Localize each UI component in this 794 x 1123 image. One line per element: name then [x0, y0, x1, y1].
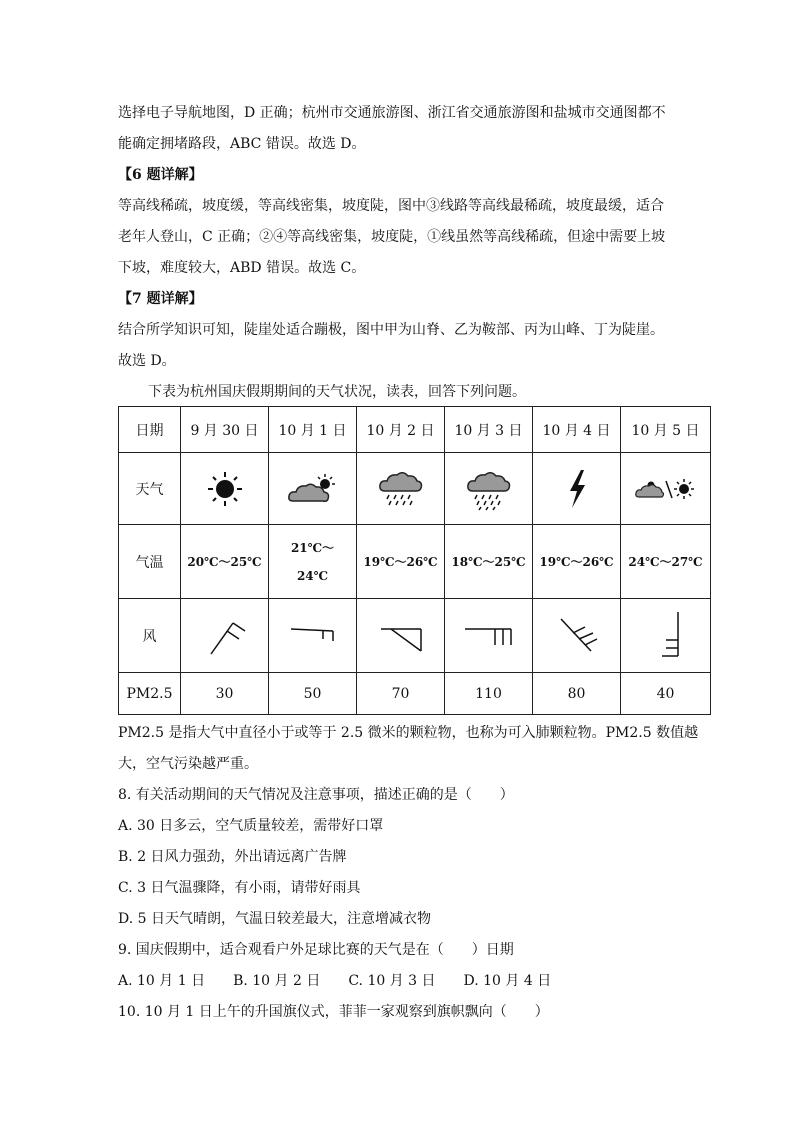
line-1: 选择电子导航地图，D 正确；杭州市交通旅游图、浙江省交通旅游图和盐城市交通图都不	[118, 105, 666, 121]
line-6: 结合所学知识可知，陡崖处适合蹦极，图中甲为山脊、乙为鞍部、丙为山峰、丁为陡崖。	[118, 322, 664, 338]
date-cell: 10 月 5 日	[621, 407, 711, 453]
weather-cell	[533, 453, 621, 525]
wind-cell	[357, 599, 445, 673]
rain-icon	[464, 467, 514, 511]
wind-cell	[621, 599, 711, 673]
row-label-weather: 天气	[119, 453, 181, 525]
table-intro: 下表为杭州国庆假期期间的天气状况，读表，回答下列问题。	[148, 384, 526, 400]
table-row-weather	[119, 453, 711, 525]
date-cell: 10 月 1 日	[269, 407, 357, 453]
line-4: 老年人登山，C 正确；②④等高线密集，坡度陡，①线虽然等高线稀疏，但途中需要上坡	[118, 229, 666, 245]
wind-cell	[181, 599, 269, 673]
table-row-date	[119, 407, 711, 453]
option-8b: B. 2 日风力强劲，外出请远离广告牌	[118, 849, 347, 865]
option-8a: A. 30 日多云，空气质量较差，需带好口罩	[118, 818, 384, 834]
pm25-cell: 30	[181, 673, 269, 715]
wind-barb-northwest-icon	[195, 611, 255, 661]
weather-table	[118, 406, 711, 715]
temp-cell	[269, 525, 357, 599]
option-8d: D. 5 日天气晴朗，气温日较差最大，注意增减衣物	[118, 911, 431, 927]
cloudy-sun-icon	[285, 469, 341, 509]
rain-icon	[376, 467, 426, 511]
question-10: 10. 10 月 1 日上午的升国旗仪式，菲菲一家观察到旗帜飘向（ ）	[118, 1004, 549, 1020]
line-7: 故选 D。	[118, 353, 176, 369]
line-5: 下坡，难度较大，ABD 错误。故选 C。	[118, 260, 366, 276]
pm25-cell: 110	[445, 673, 533, 715]
option-8c: C. 3 日气温骤降，有小雨，请带好雨具	[118, 880, 361, 896]
heading-q6: 【6 题详解】	[118, 167, 203, 183]
pm-definition-1: PM2.5 是指大气中直径小于或等于 2.5 微米的颗粒物，也称为可入肺颗粒物。PM2.5 数值越	[118, 725, 699, 741]
pm25-cell: 40	[621, 673, 711, 715]
date-cell: 10 月 3 日	[445, 407, 533, 453]
cloud-to-sunny-icon	[634, 471, 698, 507]
wind-barb-slant-icon	[371, 611, 431, 661]
date-cell: 10 月 4 日	[533, 407, 621, 453]
pm25-cell: 50	[269, 673, 357, 715]
table-row-temp	[119, 525, 711, 599]
lightning-icon	[562, 467, 592, 511]
heading-q7: 【7 题详解】	[118, 291, 203, 307]
date-cell: 9 月 30 日	[181, 407, 269, 453]
line-3: 等高线稀疏，坡度缓，等高线密集，坡度陡，图中③线路等高线最稀疏，坡度最缓，适合	[118, 198, 664, 214]
temp-line-2: 24℃	[296, 568, 329, 583]
weather-cell	[621, 453, 711, 525]
weather-cell	[357, 453, 445, 525]
pm-definition-2: 大，空气污染越严重。	[118, 756, 258, 772]
pm25-cell: 80	[533, 673, 621, 715]
date-cell: 10 月 2 日	[357, 407, 445, 453]
wind-barb-northeast-icon	[547, 611, 607, 661]
weather-cell	[269, 453, 357, 525]
temp-cell: 20℃～25℃	[181, 525, 269, 599]
wind-cell	[533, 599, 621, 673]
temp-line-1: 21℃～	[290, 540, 335, 555]
temp-cell: 24℃～27℃	[621, 525, 711, 599]
pm25-cell: 70	[357, 673, 445, 715]
question-8: 8. 有关活动期间的天气情况及注意事项，描述正确的是（ ）	[118, 787, 514, 803]
wind-cell	[445, 599, 533, 673]
wind-barb-north-icon	[636, 608, 696, 664]
temp-cell: 19℃～26℃	[533, 525, 621, 599]
wind-barb-strong-east-icon	[459, 611, 519, 661]
question-9: 9. 国庆假期中，适合观看户外足球比赛的天气是在（ ）日期	[118, 942, 514, 958]
wind-barb-east-icon	[283, 611, 343, 661]
row-label-temp: 气温	[119, 525, 181, 599]
table-row-wind	[119, 599, 711, 673]
wind-cell	[269, 599, 357, 673]
line-2: 能确定拥堵路段，ABC 错误。故选 D。	[118, 136, 366, 152]
temp-cell: 18℃～25℃	[445, 525, 533, 599]
weather-cell	[445, 453, 533, 525]
table-row-pm25	[119, 673, 711, 715]
row-label-date: 日期	[119, 407, 181, 453]
sunny-icon	[203, 469, 247, 509]
temp-cell: 19℃～26℃	[357, 525, 445, 599]
row-label-wind: 风	[119, 599, 181, 673]
row-label-pm25: PM2.5	[119, 673, 181, 715]
options-9: A. 10 月 1 日 B. 10 月 2 日 C. 10 月 3 日 D. 10 月 4 日	[118, 973, 552, 989]
weather-cell	[181, 453, 269, 525]
